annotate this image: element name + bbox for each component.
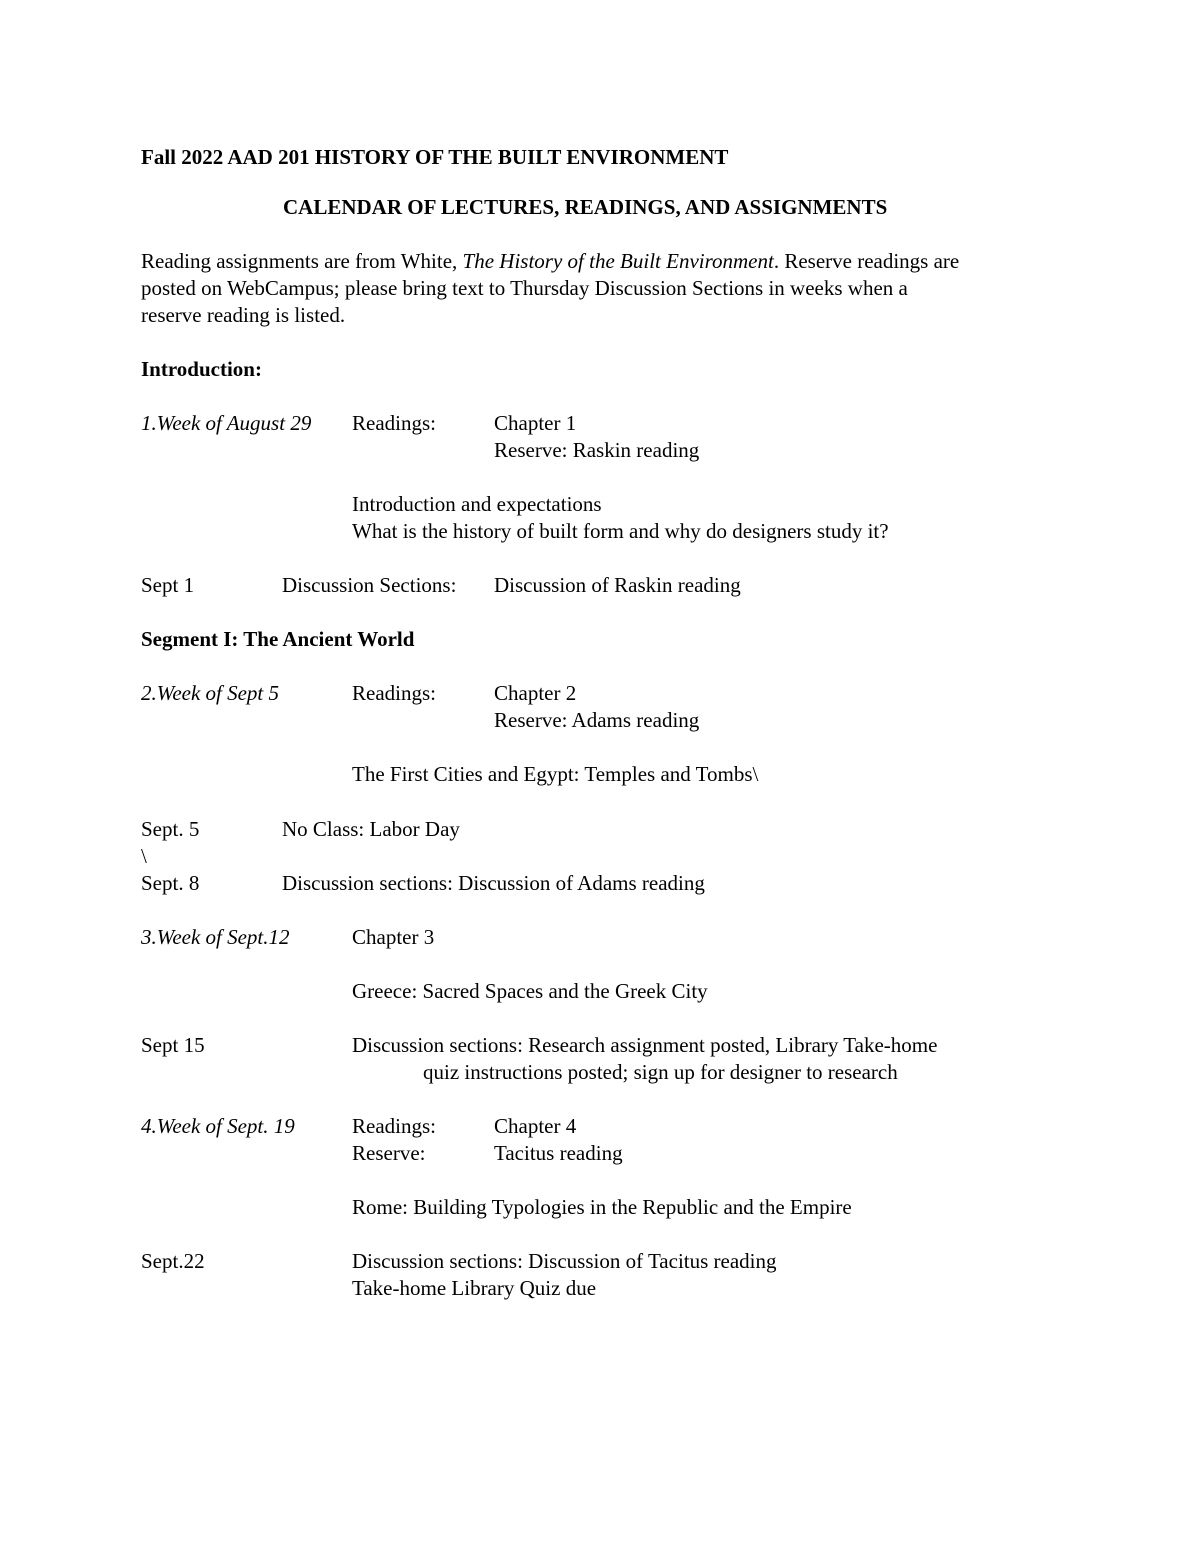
sept-1-text: Discussion of Raskin reading <box>494 573 741 597</box>
week-4-reading-1: Chapter 4 <box>494 1114 577 1138</box>
book-title: The History of the Built Environment <box>462 249 774 273</box>
week-2-reading-2: Reserve: Adams reading <box>494 708 700 732</box>
sept-5-text: No Class: Labor Day <box>282 817 460 841</box>
week-3-label: 3.Week of Sept.12 <box>141 925 290 949</box>
intro-line-3: reserve reading is listed. <box>141 303 346 327</box>
sept-15-date: Sept 15 <box>141 1033 205 1057</box>
course-heading: Fall 2022 AAD 201 HISTORY OF THE BUILT ENVIRONMENT <box>141 145 729 169</box>
sept-8-date: Sept. 8 <box>141 871 200 895</box>
week-2-reading-1: Chapter 2 <box>494 681 577 705</box>
week-1-reading-2: Reserve: Raskin reading <box>494 438 700 462</box>
sept-22-text-1: Discussion sections: Discussion of Tacitus reading <box>352 1249 777 1273</box>
week-3-topic: Greece: Sacred Spaces and the Greek City <box>352 979 708 1003</box>
sept-8-text: Discussion sections: Discussion of Adams reading <box>282 871 705 895</box>
week-2-topic: The First Cities and Egypt: Temples and Tombs\ <box>352 762 759 786</box>
week-4-reading-2: Tacitus reading <box>494 1141 623 1165</box>
week-4-reserve-label: Reserve: <box>352 1141 426 1165</box>
sept-1-label: Discussion Sections: <box>282 573 457 597</box>
week-1-reading-1: Chapter 1 <box>494 411 577 435</box>
sept-1-date: Sept 1 <box>141 573 195 597</box>
intro-line-2: posted on WebCampus; please bring text to Thursday Discussion Sections in weeks when a <box>141 276 908 300</box>
intro-text-b: . Reserve readings are <box>773 249 960 273</box>
intro-line-1 <box>141 251 959 272</box>
week-1-topic-2: What is the history of built form and why do designers study it? <box>352 519 889 543</box>
sept-22-date: Sept.22 <box>141 1249 205 1273</box>
sept-22-text-2: Take-home Library Quiz due <box>352 1276 597 1300</box>
section-segment-1: Segment I: The Ancient World <box>141 627 415 651</box>
sept-15-text-1: Discussion sections: Research assignment posted, Library Take-home <box>352 1033 938 1057</box>
week-1-label: 1.Week of August 29 <box>141 411 312 435</box>
week-4-readings-label: Readings: <box>352 1114 436 1138</box>
sept-5-date: Sept. 5 <box>141 817 200 841</box>
week-2-readings-label: Readings: <box>352 681 436 705</box>
sept-15-text-2: quiz instructions posted; sign up for designer to research <box>423 1060 898 1084</box>
calendar-title: CALENDAR OF LECTURES, READINGS, AND ASSIGNMENTS <box>283 195 888 219</box>
section-introduction: Introduction: <box>141 357 262 381</box>
week-3-reading-1: Chapter 3 <box>352 925 435 949</box>
intro-text-a: Reading assignments are from White, <box>141 249 463 273</box>
week-4-label: 4.Week of Sept. 19 <box>141 1114 295 1138</box>
week-1-readings-label: Readings: <box>352 411 436 435</box>
week-1-topic-1: Introduction and expectations <box>352 492 602 516</box>
week-4-topic: Rome: Building Typologies in the Republic and the Empire <box>352 1195 852 1219</box>
week-2-label: 2.Week of Sept 5 <box>141 681 280 705</box>
stray-backslash: \ <box>141 844 147 868</box>
